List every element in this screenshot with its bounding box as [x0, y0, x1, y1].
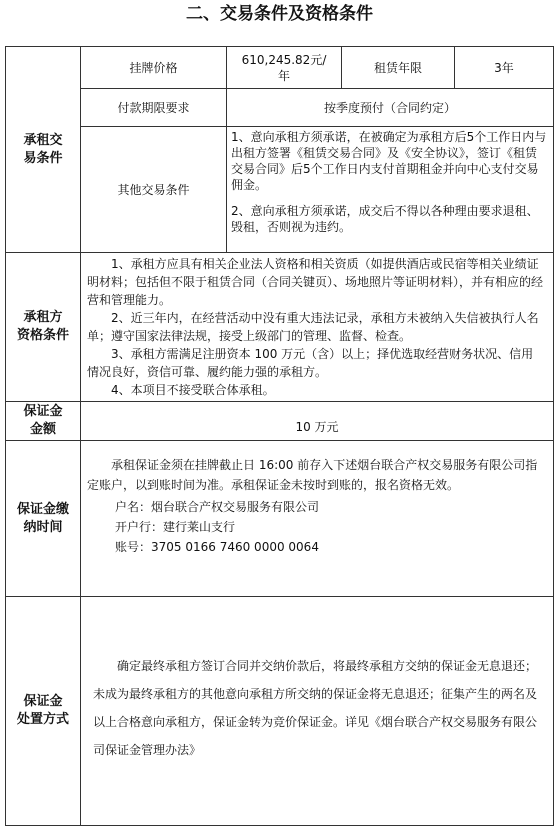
deposit-time-value	[80, 440, 554, 597]
deposit-disposal-value	[80, 596, 554, 826]
deposit-account-name: 户名：烟台联合产权交易服务有限公司	[115, 500, 320, 514]
lease-term-label: 租赁年限	[341, 46, 455, 89]
trade-conditions-label	[5, 46, 81, 253]
deposit-amount-label	[5, 401, 81, 441]
lease-term-value: 3年	[454, 46, 554, 89]
deposit-disposal-label-line1: 保证金	[23, 694, 63, 709]
trade-conditions-label-line1: 承租交	[23, 132, 63, 148]
deposit-amount-value	[80, 401, 554, 441]
deposit-time-label-line1: 保证金缴	[16, 501, 69, 517]
deposit-amount-text: 10 万元	[295, 420, 339, 434]
qualification-label-line1: 承租方	[23, 310, 63, 325]
payment-value: 按季度预付（合同约定）	[226, 88, 554, 127]
other-condition-2: 2、意向承租方须承诺，成交后不得以各种理由要求退租、毁租，否则视为违约。	[231, 204, 539, 234]
listing-price-value	[226, 46, 342, 89]
other-conditions-label: 其他交易条件	[80, 126, 227, 253]
listing-price-value-line1: 610,245.82元/	[241, 52, 327, 67]
qualification-item-1: 1、承租方应具有相关企业法人资格和相关资质（如提供酒店或民宿等相关业绩证明材料；包括但不限于租赁合同（合同关键页）、场地照片等证明材料），并有相应的经营和管理能力。	[87, 257, 544, 307]
deposit-time-label	[5, 440, 81, 597]
payment-label: 付款期限要求	[80, 88, 227, 127]
qualification-label-line2: 资格条件	[16, 328, 69, 343]
deposit-bank: 开户行：建行莱山支行	[115, 520, 236, 534]
listing-price-value-line2: 年	[277, 68, 290, 83]
deposit-amount-label-line2: 金额	[29, 422, 56, 437]
qualification-item-2: 2、近三年内，在经营活动中没有重大违法记录，承租方未被纳入失信被执行人名单；遵守国家法律法规，接受上级部门的管理、监督、检查。	[87, 311, 539, 343]
deposit-account-number: 账号：3705 0166 7460 0000 0064	[115, 540, 319, 554]
other-condition-1: 1、意向承租方须承诺，在被确定为承租方后5个工作日内与出租方签署《租赁交易合同》及《安全协议》，签订《租赁交易合同》后5个工作日内支付首期租金并向中心支付交易佣金。	[231, 130, 547, 192]
qualification-label	[5, 252, 81, 402]
deposit-amount-label-line1: 保证金	[23, 404, 63, 419]
deposit-time-label-line2: 纳时间	[23, 519, 63, 535]
trade-conditions-label-line2: 易条件	[23, 150, 63, 166]
listing-price-label: 挂牌价格	[80, 46, 227, 89]
deposit-disposal-label-line2: 处置方式	[16, 712, 69, 727]
section-title: 二、交易条件及资格条件	[186, 4, 373, 24]
deposit-disposal-label	[5, 596, 81, 826]
deposit-disposal-paragraph: 确定最终承租方签订合同并交纳价款后，将最终承租方交纳的保证金无息退还；未成为最终承租方的其他意向承租方所交纳的保证金将无息退还；征集产生的两名及以上合格意向承租方，保证金转为竞价保证金。详见《烟台联合产权交易服务有限公司保证金管理办法》	[93, 659, 538, 757]
qualification-item-4: 4、本项目不接受联合体承租。	[111, 383, 275, 397]
deposit-time-paragraph: 承租保证金须在挂牌截止日 16:00 前存入下述烟台联合产权交易服务有限公司指定账户，以到账时间为准。承租保证金未按时到账的，报名资格无效。	[87, 458, 538, 492]
other-conditions-value	[226, 126, 554, 253]
qualification-item-3: 3、承租方需满足注册资本 100 万元（含）以上；择优选取经营财务状况、信用情况良好，资信可靠、履约能力强的承租方。	[87, 347, 534, 379]
qualification-value	[80, 252, 554, 402]
